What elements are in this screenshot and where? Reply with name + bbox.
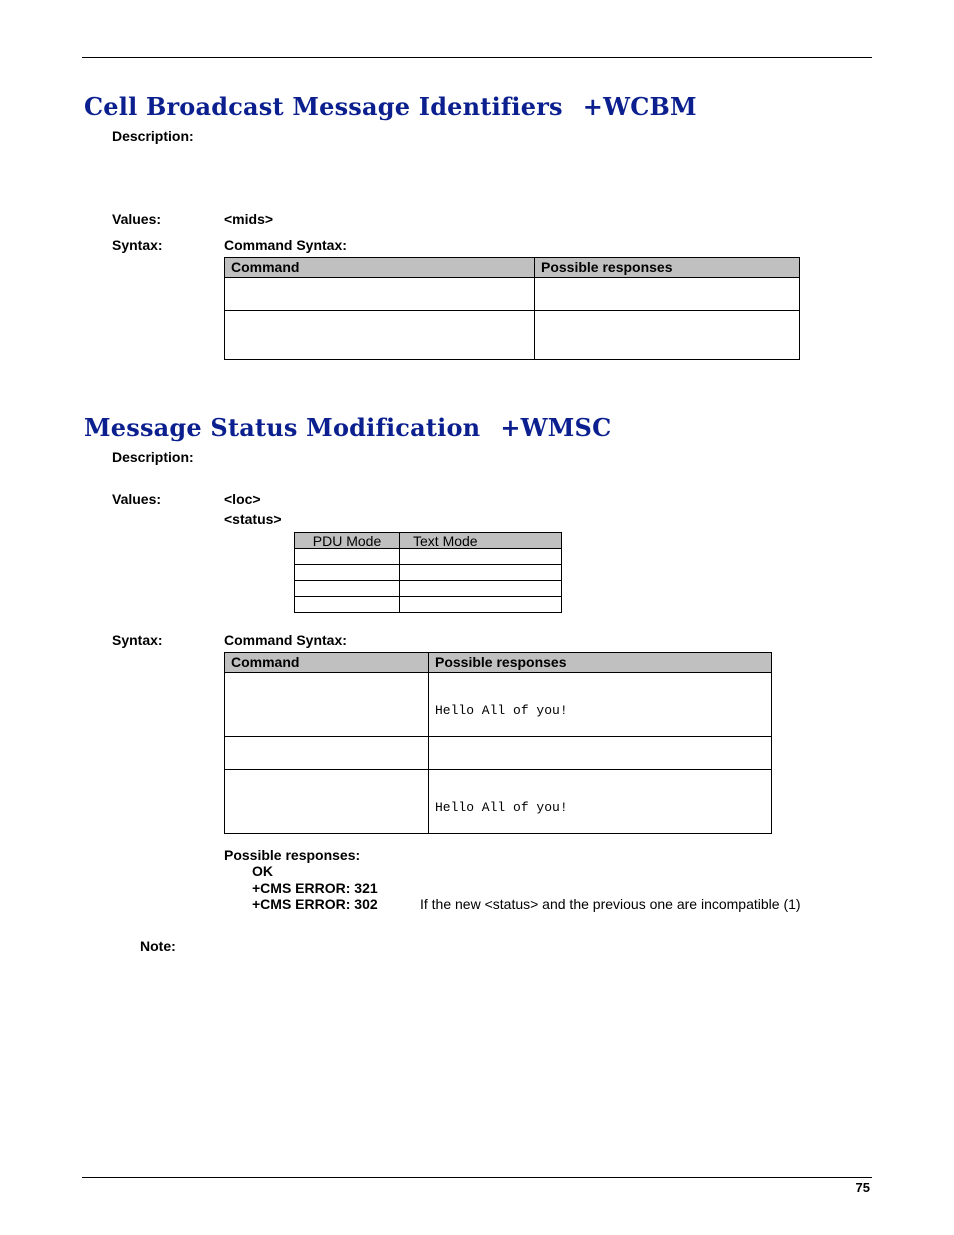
table-cell: Hello All of you! — [429, 770, 772, 834]
value-status: <status> — [224, 511, 282, 527]
table-row — [225, 737, 772, 770]
command-table-wmsc — [224, 652, 772, 834]
table-row — [295, 565, 562, 581]
table-cell — [295, 565, 400, 581]
values-label: Values: — [112, 211, 162, 227]
header-pdu-mode: PDU Mode — [295, 533, 400, 549]
table-cell — [225, 673, 429, 737]
footer-rule — [82, 1177, 872, 1178]
table-cell — [535, 278, 800, 311]
status-table — [294, 532, 562, 613]
section-title-wcbm: Cell Broadcast Message Identifiers +WCBM — [84, 92, 697, 121]
section-title-wmsc: Message Status Modification +WMSC — [84, 413, 612, 442]
value-mids: <mids> — [224, 211, 274, 227]
response-cms-302-description: If the new <status> and the previous one are incompatible (1) — [420, 896, 801, 912]
table-row — [295, 549, 562, 565]
table-cell — [429, 737, 772, 770]
table-cell — [400, 565, 562, 581]
table-row — [295, 581, 562, 597]
description-label: Description: — [112, 128, 194, 144]
header-command: Command — [225, 258, 535, 278]
table-cell — [225, 737, 429, 770]
response-ok: OK — [252, 863, 273, 879]
response-cms-321: +CMS ERROR: 321 — [252, 880, 378, 896]
command-syntax-label: Command Syntax: — [224, 632, 347, 648]
note-label: Note: — [140, 938, 176, 954]
header-command: Command — [225, 653, 429, 673]
table-cell — [400, 581, 562, 597]
header-text-mode: Text Mode — [400, 533, 562, 549]
syntax-label: Syntax: — [112, 237, 163, 253]
table-row — [225, 673, 772, 737]
table-row — [295, 597, 562, 613]
table-row — [225, 278, 800, 311]
values-label: Values: — [112, 491, 162, 507]
header-rule — [82, 57, 872, 58]
table-cell — [400, 549, 562, 565]
table-cell — [295, 597, 400, 613]
possible-responses-label: Possible responses: — [224, 847, 361, 863]
response-cms-302: +CMS ERROR: 302 — [252, 896, 378, 912]
command-table-wcbm — [224, 257, 800, 360]
table-row — [225, 770, 772, 834]
header-responses: Possible responses — [535, 258, 800, 278]
value-loc: <loc> — [224, 491, 261, 507]
table-cell — [225, 770, 429, 834]
table-cell — [535, 311, 800, 360]
header-responses: Possible responses — [429, 653, 772, 673]
command-syntax-label: Command Syntax: — [224, 237, 347, 253]
table-cell — [295, 549, 400, 565]
table-cell — [225, 278, 535, 311]
syntax-label: Syntax: — [112, 632, 163, 648]
page-number: 75 — [855, 1180, 870, 1195]
table-row — [225, 311, 800, 360]
description-label: Description: — [112, 449, 194, 465]
table-cell — [295, 581, 400, 597]
table-cell — [225, 311, 535, 360]
table-cell — [400, 597, 562, 613]
table-cell: Hello All of you! — [429, 673, 772, 737]
